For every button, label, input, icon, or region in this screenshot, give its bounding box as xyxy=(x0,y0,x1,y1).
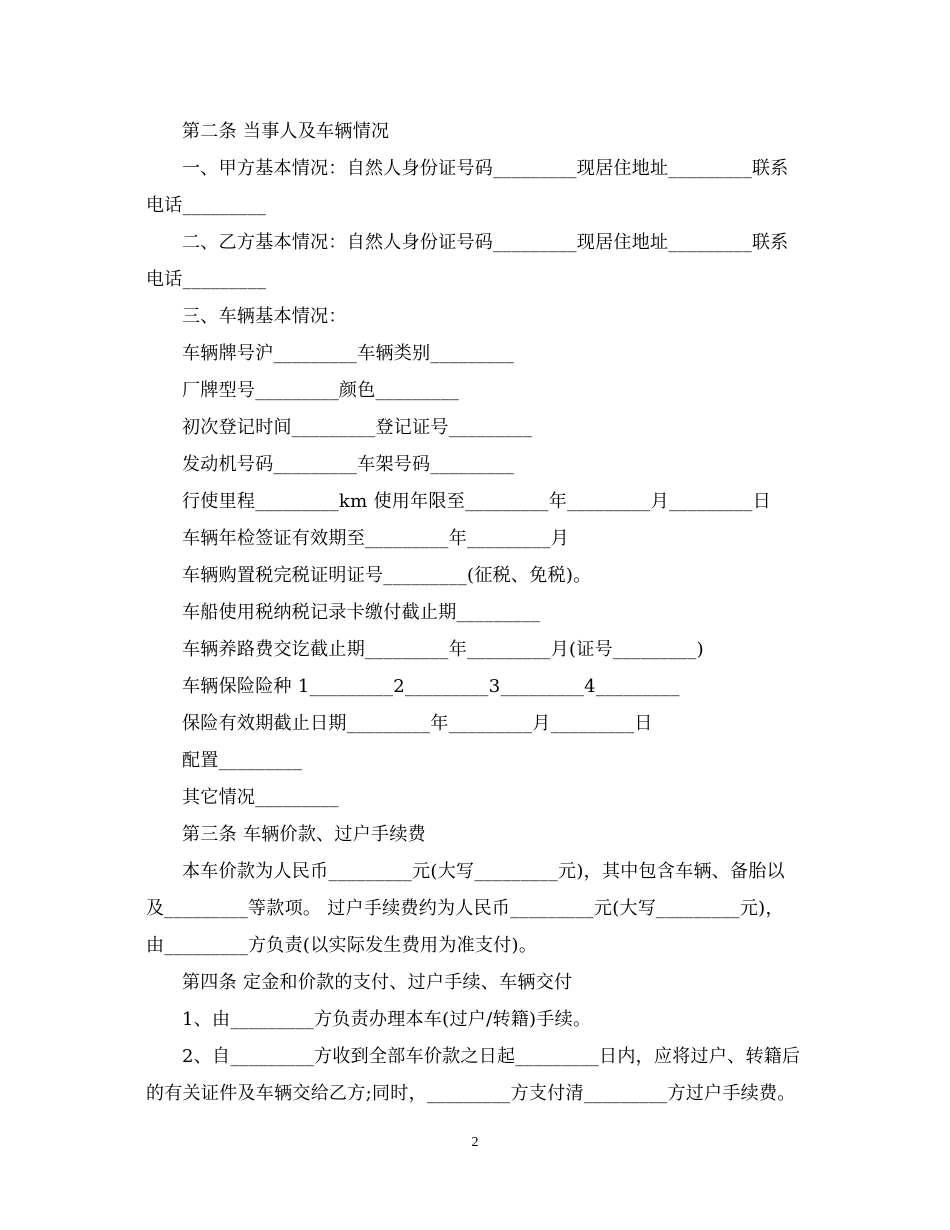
text-line: 车辆购置税完税证明证号_________(征税、免税)。 xyxy=(182,565,592,586)
text-line: 车辆保险险种 1_________2_________3_________4_________ xyxy=(182,676,680,697)
text-line: 一、甲方基本情况：自然人身份证号码_________现居住地址_________联系 xyxy=(182,158,789,179)
text-line: 厂牌型号_________颜色_________ xyxy=(182,380,460,401)
text-line: 三、车辆基本情况： xyxy=(182,306,347,327)
text-line: 本车价款为人民币_________元(大写_________元)，其中包含车辆、备胎以 xyxy=(182,861,785,882)
text-line: 发动机号码_________车架号码_________ xyxy=(182,454,515,475)
text-line: 由_________方负责(以实际发生费用为准支付)。 xyxy=(146,935,538,956)
text-line: 第四条 定金和价款的支付、过户手续、车辆交付 xyxy=(182,972,573,993)
text-line: 电话_________ xyxy=(146,195,267,216)
text-line: 第二条 当事人及车辆情况 xyxy=(182,121,390,142)
document-body xyxy=(146,113,806,1112)
text-line: 车辆养路费交讫截止期_________年_________月(证号_________) xyxy=(182,639,704,660)
text-line: 及_________等款项。 过户手续费约为人民币_________元(大写_________元)， xyxy=(146,898,784,919)
text-line: 电话_________ xyxy=(146,269,267,290)
text-line: 行使里程_________km 使用年限至_________年_________月_________日 xyxy=(182,491,771,512)
text-line: 配置_________ xyxy=(182,750,303,771)
text-line: 车船使用税纳税记录卡缴付截止期_________ xyxy=(182,602,541,623)
page-number: 2 xyxy=(471,1135,479,1150)
text-line: 车辆年检签证有效期至_________年_________月 xyxy=(182,528,569,549)
text-line: 保险有效期截止日期_________年_________月_________日 xyxy=(182,713,653,734)
text-line: 的有关证件及车辆交给乙方;同时，_________方支付清_________方过户手续费。 xyxy=(146,1083,796,1104)
text-line: 其它情况_________ xyxy=(182,787,339,808)
text-line: 1、由_________方负责办理本车(过户/转籍)手续。 xyxy=(182,1009,592,1030)
text-line: 二、乙方基本情况：自然人身份证号码_________现居住地址_________联系 xyxy=(182,232,789,253)
text-line: 第三条 车辆价款、过户手续费 xyxy=(182,824,426,845)
text-line: 车辆牌号沪_________车辆类别_________ xyxy=(182,343,515,364)
text-line: 初次登记时间_________登记证号_________ xyxy=(182,417,533,438)
text-line: 2、自_________方收到全部车价款之日起_________日内，应将过户、转籍后 xyxy=(182,1046,801,1067)
